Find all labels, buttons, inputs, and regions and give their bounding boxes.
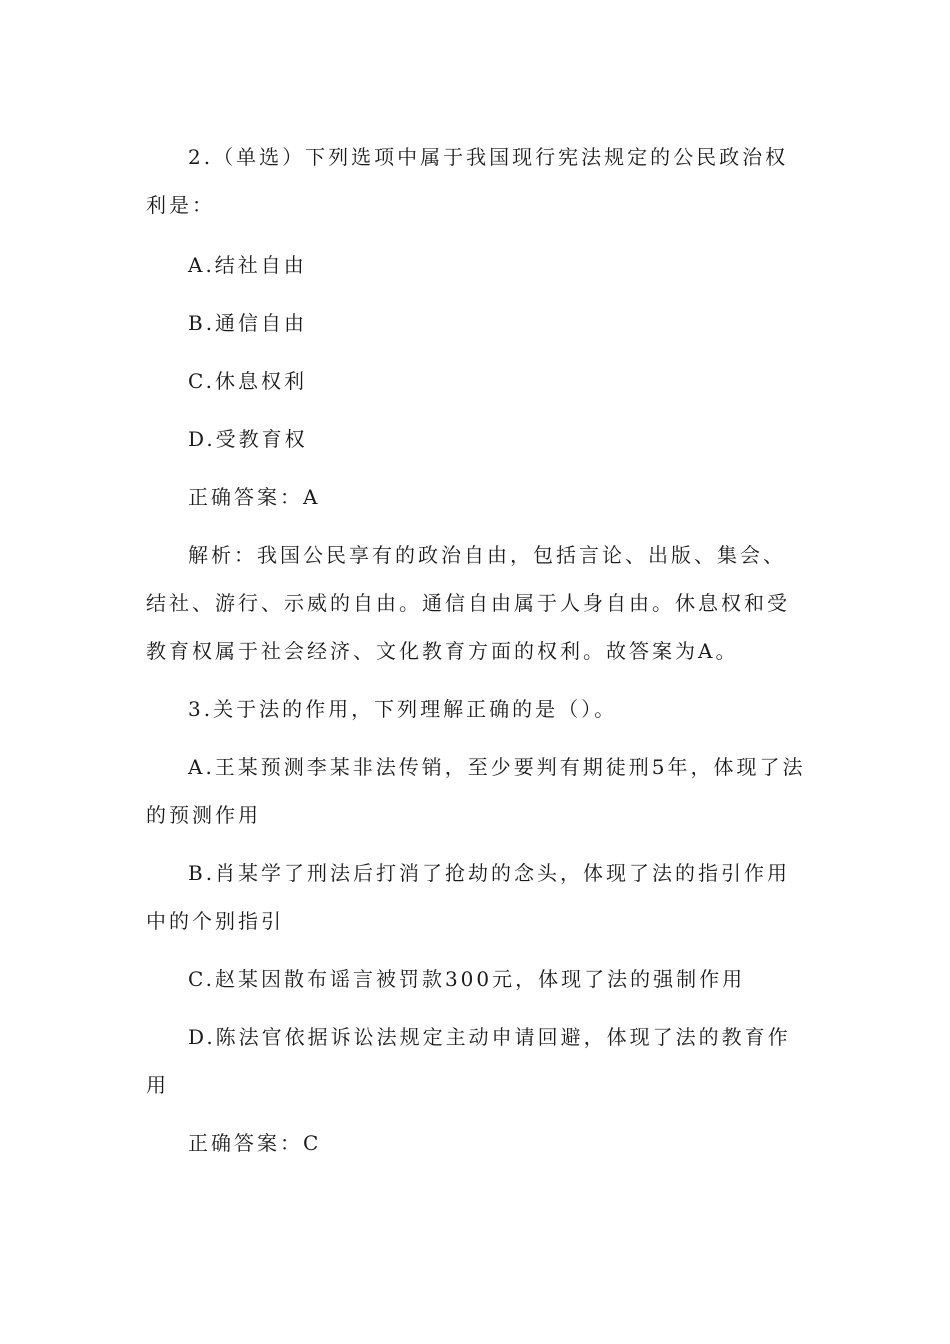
question-3-option-c: C.赵某因散布谣言被罚款300元，体现了法的强制作用 xyxy=(188,967,746,991)
question-2-option-d: D.受教育权 xyxy=(188,427,308,451)
question-2-option-b: B.通信自由 xyxy=(188,311,308,335)
question-3-option-b: B.肖某学了刑法后打消了抢劫的念头，体现了法的指引作用中的个别指引 xyxy=(146,861,791,933)
question-2-stem: 2.（单选）下列选项中属于我国现行宪法规定的公民政治权利是： xyxy=(146,145,789,217)
question-3-option-a: A.王某预测李某非法传销，至少要判有期徒刑5年，体现了法的预测作用 xyxy=(146,755,806,827)
question-3-answer: 正确答案：C xyxy=(188,1131,322,1155)
question-2-answer: 正确答案：A xyxy=(188,485,321,509)
document-body xyxy=(146,133,806,1177)
question-3-stem: 3.关于法的作用，下列理解正确的是（）。 xyxy=(188,697,618,721)
question-3-option-d: D.陈法官依据诉讼法规定主动申请回避，体现了法的教育作用 xyxy=(146,1025,791,1097)
question-2-option-c: C.休息权利 xyxy=(188,369,307,393)
question-2-option-a: A.结社自由 xyxy=(188,253,307,277)
question-2-analysis: 解析：我国公民享有的政治自由，包括言论、出版、集会、结社、游行、示威的自由。通信自由属于人身自由。休息权和受教育权属于社会经济、文化教育方面的权利。故答案为A。 xyxy=(146,543,790,663)
